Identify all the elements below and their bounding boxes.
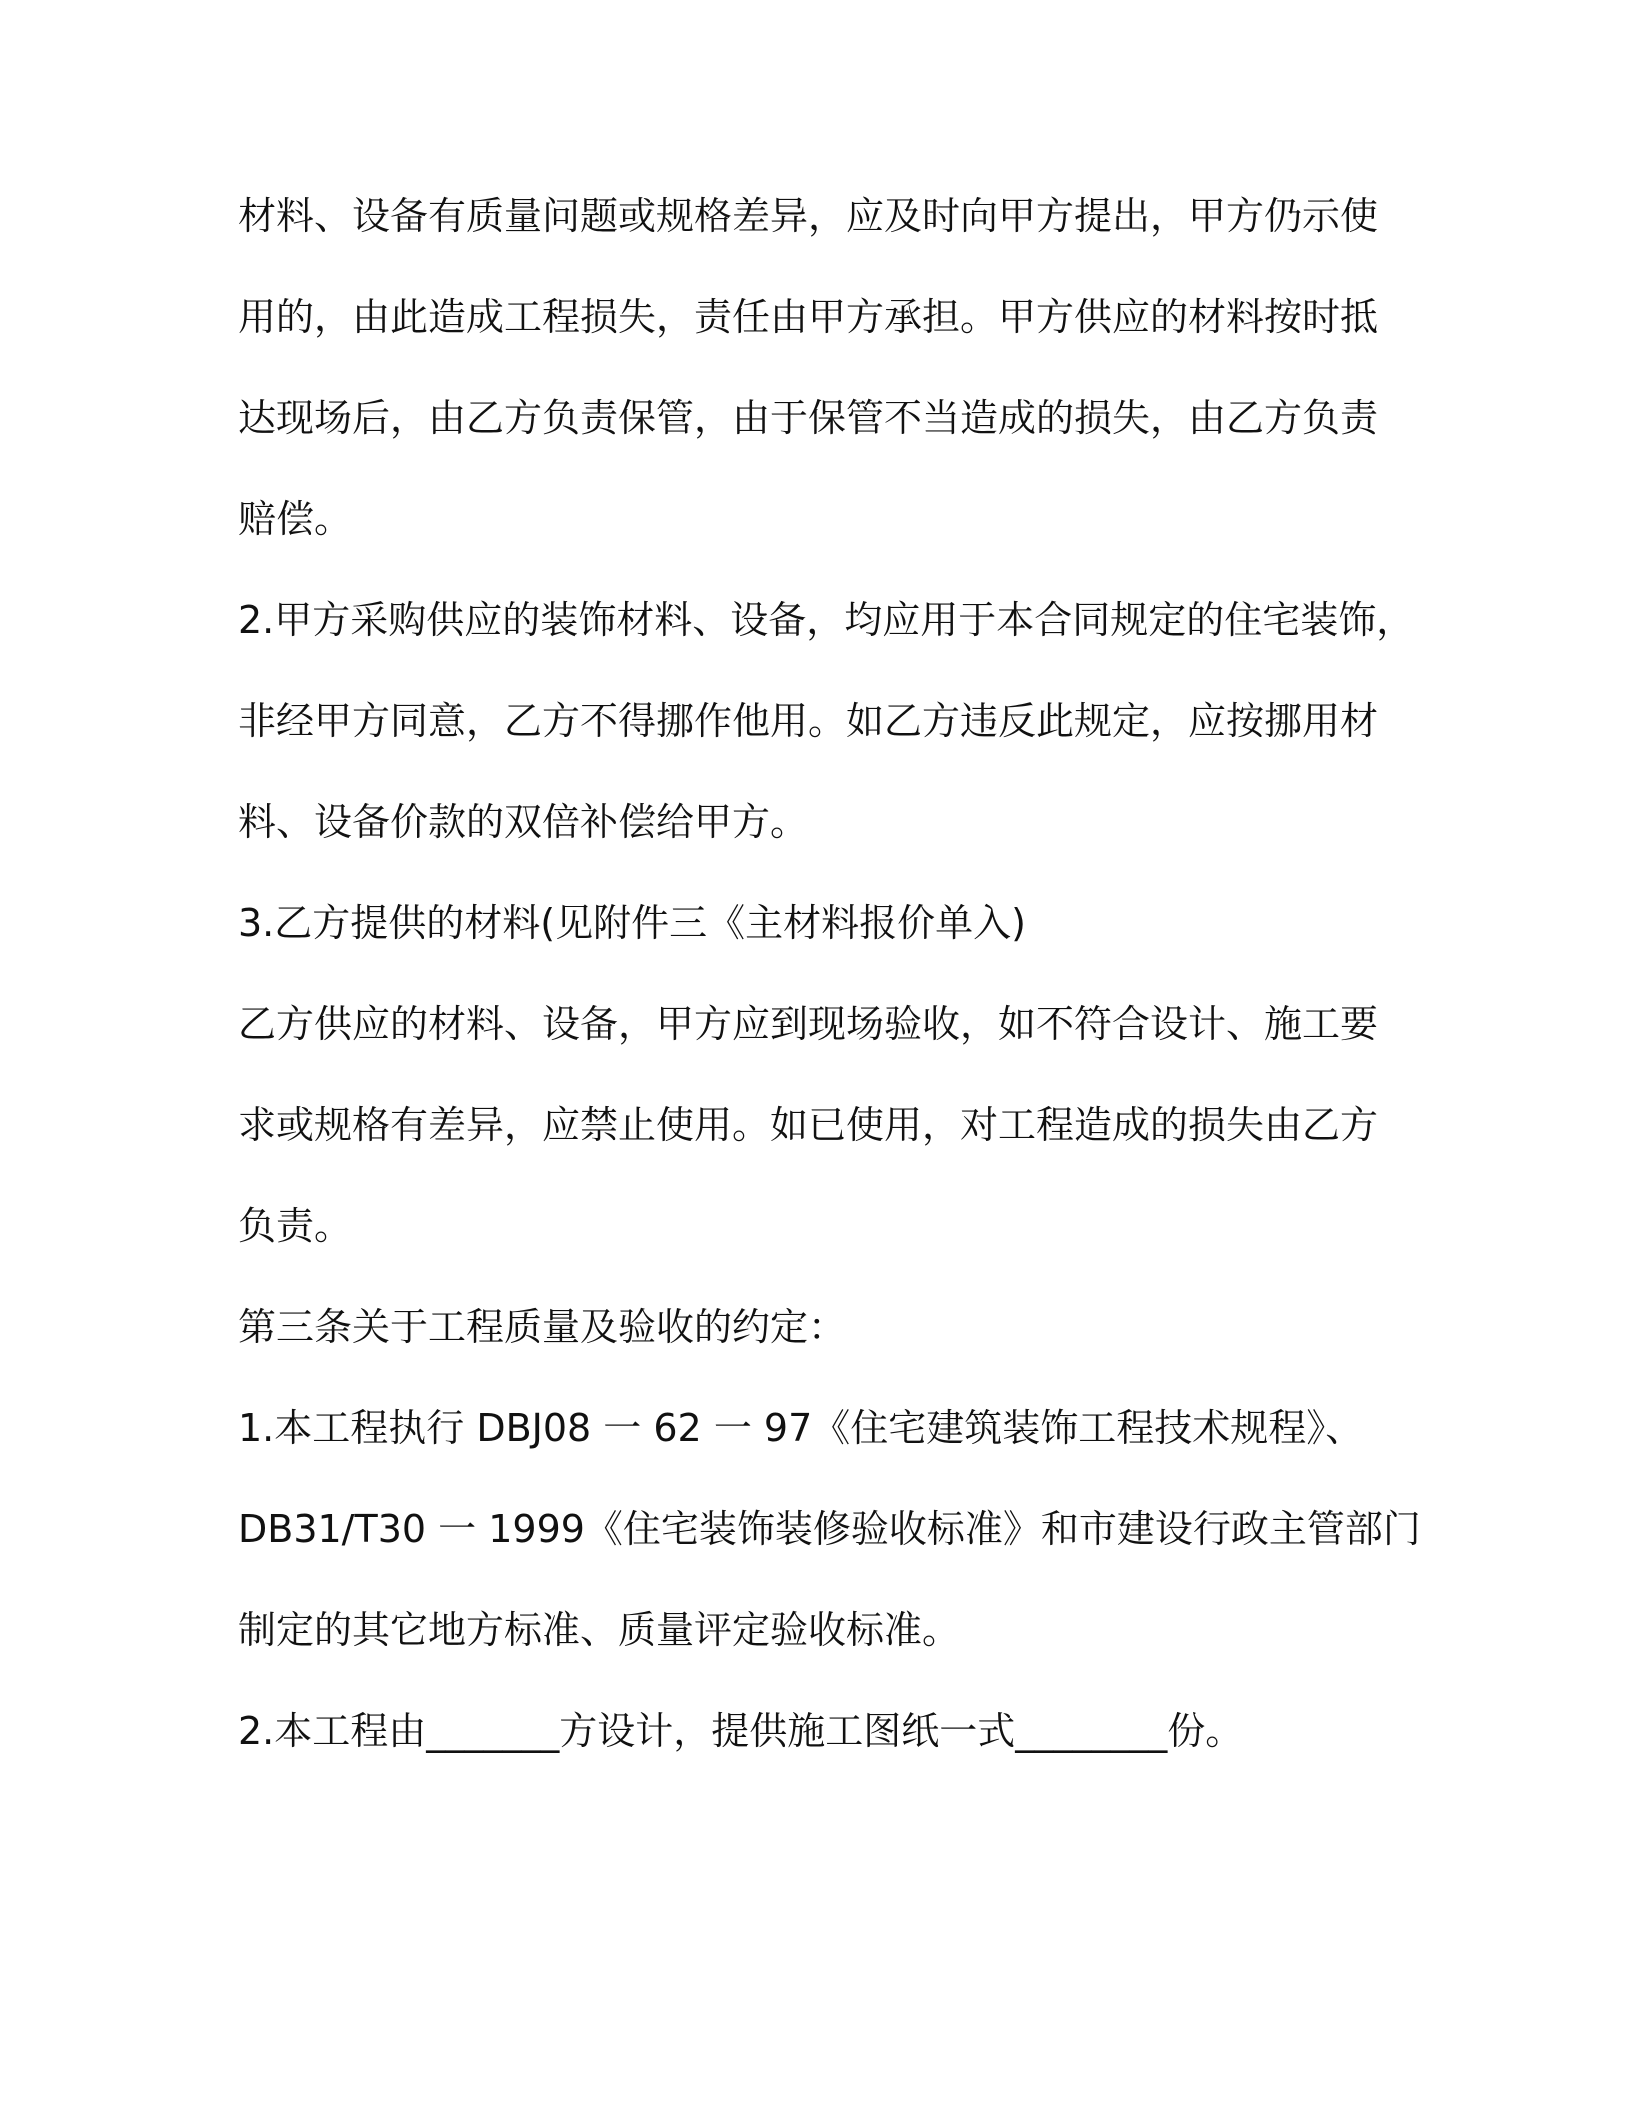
document-body [238, 182, 1421, 1798]
paragraph-line: 料、设备价款的双倍补偿给甲方。 [238, 800, 809, 844]
paragraph-line: 负责。 [238, 1204, 353, 1248]
paragraph-line: 2.本工程由_______方设计，提供施工图纸一式________份。 [238, 1709, 1244, 1753]
paragraph-line: 3.乙方提供的材料(见附件三《主材料报价单入) [238, 901, 1026, 945]
paragraph-line: 制定的其它地方标准、质量评定验收标准。 [238, 1608, 961, 1652]
paragraph-line: 乙方供应的材料、设备，甲方应到现场验收，如不符合设计、施工要 [238, 1002, 1379, 1046]
paragraph-line: 材料、设备有质量问题或规格差异，应及时向甲方提出，甲方仍示使 [238, 194, 1379, 238]
section-heading: 第三条关于工程质量及验收的约定： [238, 1305, 847, 1349]
paragraph-line: 达现场后，由乙方负责保管，由于保管不当造成的损失，由乙方负责 [238, 396, 1379, 440]
paragraph-line: 2.甲方采购供应的装饰材料、设备，均应用于本合同规定的住宅装饰， [238, 598, 1415, 642]
paragraph-line: 非经甲方同意，乙方不得挪作他用。如乙方违反此规定，应按挪用材 [238, 699, 1379, 743]
paragraph-line: DB31/T30 一 1999《住宅装饰装修验收标准》和市建设行政主管部门 [238, 1507, 1421, 1551]
paragraph-line: 用的，由此造成工程损失，责任由甲方承担。甲方供应的材料按时抵 [238, 295, 1379, 339]
paragraph-line: 求或规格有差异，应禁止使用。如已使用，对工程造成的损失由乙方 [238, 1103, 1379, 1147]
paragraph-line: 赔偿。 [238, 497, 353, 541]
paragraph-line: 1.本工程执行 DBJ08 一 62 一 97《住宅建筑装饰工程技术规程》、 [238, 1406, 1364, 1450]
